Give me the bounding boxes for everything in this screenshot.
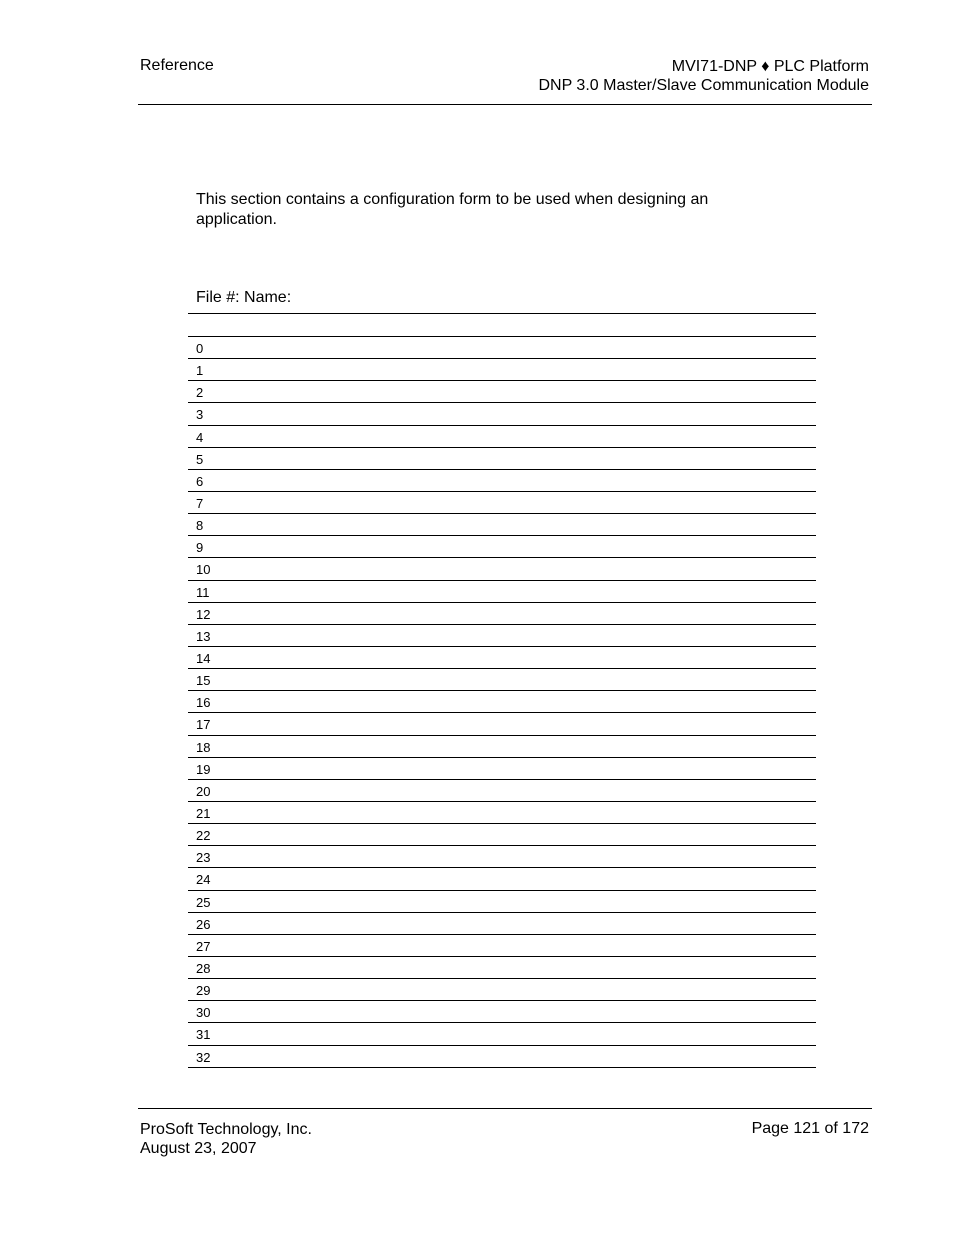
configuration-form-table (188, 313, 816, 1068)
row-number: 14 (196, 650, 211, 666)
table-row (188, 979, 816, 1001)
row-number: 28 (196, 960, 211, 976)
row-number: 13 (196, 628, 211, 644)
table-row (188, 514, 816, 536)
footer-left (140, 1120, 312, 1158)
table-row (188, 1001, 816, 1023)
header-product-line: MVI71-DNP ♦ PLC Platform (671, 58, 869, 75)
table-row (188, 780, 816, 802)
header-product-info (538, 57, 869, 95)
table-row (188, 802, 816, 824)
row-number: 18 (196, 739, 211, 755)
header-section-title: Reference (140, 57, 214, 74)
row-number: 8 (196, 518, 204, 534)
table-row (188, 691, 816, 713)
table-row (188, 403, 816, 425)
row-number: 27 (196, 938, 211, 954)
row-number: 25 (196, 894, 211, 910)
table-row (188, 647, 816, 669)
table-row (188, 758, 816, 780)
header-divider (138, 104, 872, 105)
row-number: 23 (196, 850, 211, 866)
table-row (188, 492, 816, 514)
row-number: 2 (196, 385, 204, 401)
row-number: 4 (196, 429, 204, 445)
table-row (188, 669, 816, 691)
table-row (188, 536, 816, 558)
table-row (188, 558, 816, 580)
table-row (188, 625, 816, 647)
table-row (188, 957, 816, 979)
row-number: 0 (196, 341, 204, 356)
table-row (188, 891, 816, 913)
header-module-name: DNP 3.0 Master/Slave Communication Module (538, 77, 869, 94)
table-row (188, 846, 816, 868)
table-row (188, 1046, 816, 1068)
row-number: 15 (196, 673, 211, 689)
table-row (188, 1023, 816, 1045)
row-number: 30 (196, 1005, 211, 1021)
row-number: 20 (196, 783, 211, 799)
row-number: 1 (196, 363, 204, 379)
footer-company: ProSoft Technology, Inc. (140, 1121, 312, 1138)
row-number: 12 (196, 606, 211, 622)
row-number: 10 (196, 562, 211, 578)
row-number: 7 (196, 495, 204, 511)
form-rows (188, 337, 816, 1068)
row-number: 19 (196, 761, 211, 777)
form-file-name-label: File #: Name: (196, 289, 292, 306)
row-number: 3 (196, 407, 204, 423)
table-row (188, 337, 816, 359)
row-number: 16 (196, 695, 211, 711)
row-number: 6 (196, 473, 204, 489)
row-number: 21 (196, 805, 211, 821)
table-row (188, 935, 816, 957)
footer-divider (138, 1108, 872, 1109)
footer-page-number: Page 121 of 172 (751, 1120, 869, 1137)
row-number: 17 (196, 717, 211, 733)
footer-date: August 23, 2007 (140, 1140, 257, 1157)
table-row (188, 381, 816, 403)
row-number: 24 (196, 872, 211, 888)
table-row (188, 426, 816, 448)
table-row (188, 581, 816, 603)
row-number: 11 (196, 584, 210, 600)
row-number: 32 (196, 1049, 211, 1065)
row-number: 29 (196, 983, 211, 999)
intro-paragraph: This section contains a configuration form to be used when designing an application. (196, 191, 709, 228)
table-row (188, 359, 816, 381)
table-row (188, 868, 816, 890)
table-row (188, 713, 816, 735)
table-row (188, 603, 816, 625)
row-number: 9 (196, 540, 204, 556)
row-number: 22 (196, 828, 211, 844)
table-row (188, 913, 816, 935)
table-row (188, 470, 816, 492)
row-number: 31 (196, 1027, 211, 1043)
table-row (188, 824, 816, 846)
form-header-row (188, 314, 816, 337)
table-row (188, 736, 816, 758)
row-number: 5 (196, 451, 204, 467)
table-row (188, 448, 816, 470)
row-number: 26 (196, 916, 211, 932)
